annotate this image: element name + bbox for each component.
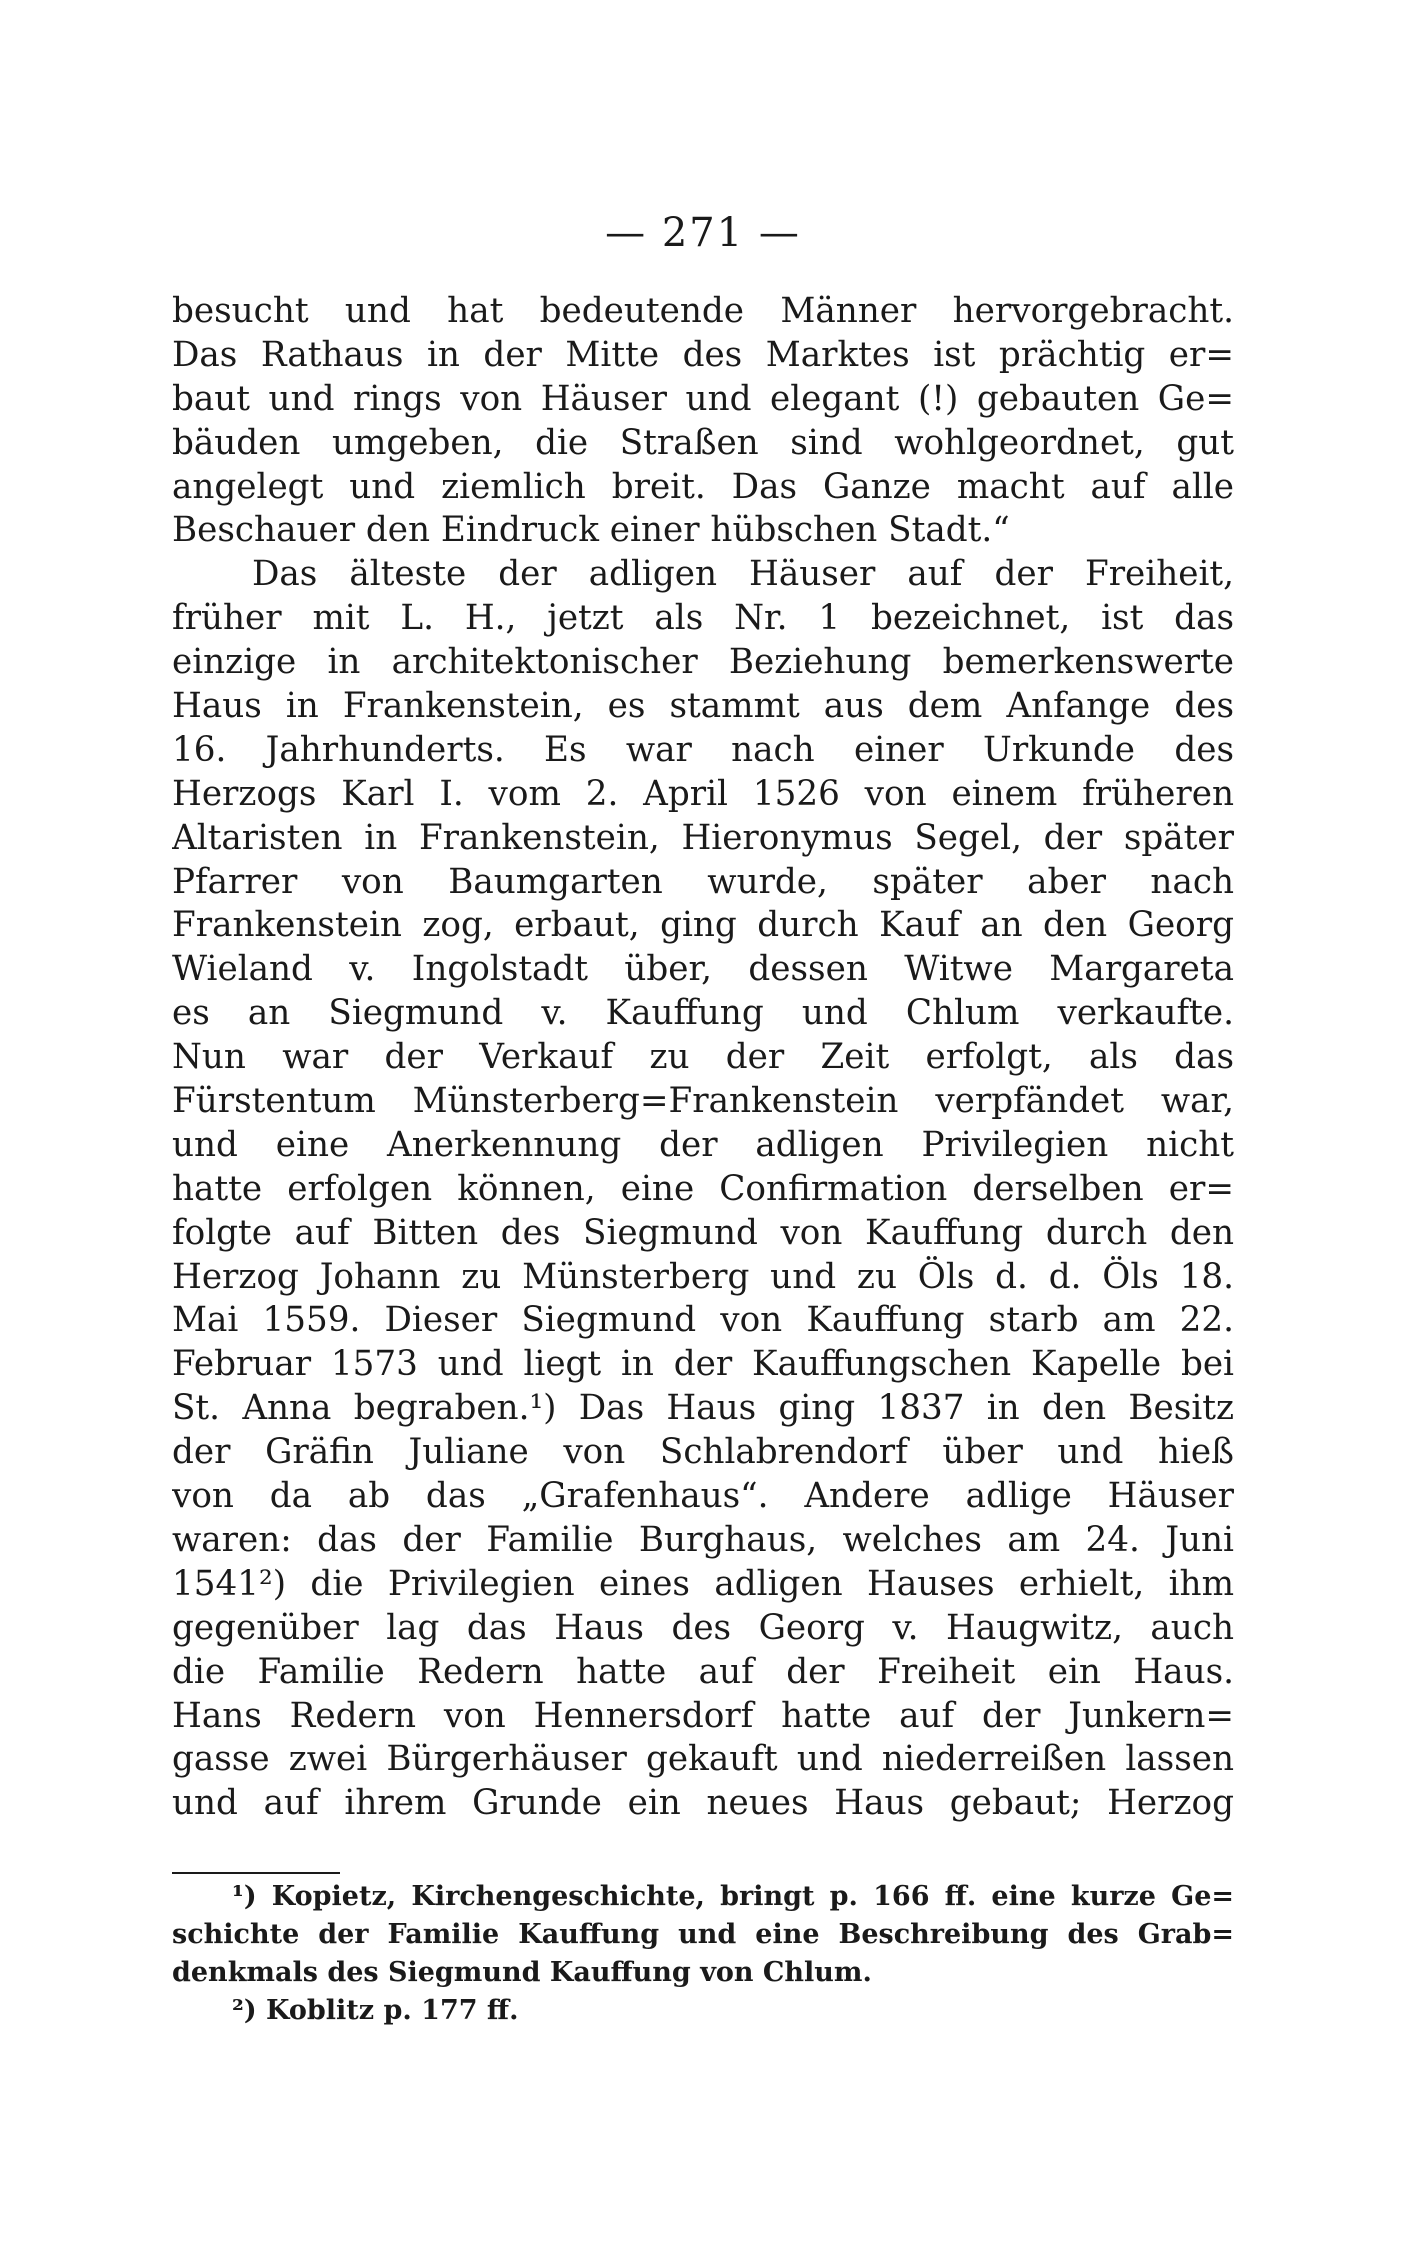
text-line: die Familie Redern hatte auf der Freiheit ein Haus. — [172, 1651, 1234, 1692]
text-line: Haus in Frankenstein, es stammt aus dem Anfange des — [172, 686, 1234, 727]
text-line: Das Rathaus in der Mitte des Marktes ist prächtig er= — [172, 334, 1234, 375]
text-line: 16. Jahrhunderts. Es war nach einer Urkunde des — [172, 729, 1234, 770]
text-line: Das älteste der adligen Häuser auf der Freiheit, — [252, 554, 1234, 595]
text-line: angelegt und ziemlich breit. Das Ganze macht auf alle — [172, 466, 1234, 507]
text-line: Herzog Johann zu Münsterberg und zu Öls d. d. Öls 18. — [172, 1256, 1234, 1297]
text-line: baut und rings von Häuser und elegant (!) gebauten Ge= — [172, 378, 1234, 419]
text-line: Februar 1573 und liegt in der Kauffungschen Kapelle bei — [172, 1344, 1234, 1385]
text-line: hatte erfolgen können, eine Confirmation derselben er= — [172, 1168, 1234, 1209]
text-line: der Gräfin Juliane von Schlabrendorf über und hieß — [172, 1432, 1234, 1473]
text-line: Wieland v. Ingolstadt über, dessen Witwe Margareta — [172, 949, 1234, 990]
text-line: Altaristen in Frankenstein, Hieronymus Segel, der später — [172, 817, 1234, 858]
text-line: Pfarrer von Baumgarten wurde, später aber nach — [172, 861, 1234, 902]
text-line: waren: das der Familie Burghaus, welches am 24. Juni — [172, 1519, 1234, 1560]
footnote-line: schichte der Familie Kauffung und eine Beschreibung des Grab= — [172, 1919, 1234, 1950]
text-line: Beschauer den Eindruck einer hübschen Stadt.“ — [172, 510, 1010, 551]
footnote-line: denkmals des Siegmund Kauffung von Chlum. — [172, 1957, 872, 1988]
text-line: von da ab das „Grafenhaus“. Andere adlige Häuser — [172, 1476, 1234, 1517]
text-line: es an Siegmund v. Kauffung und Chlum verkaufte. — [172, 993, 1234, 1034]
text-line: Herzogs Karl I. vom 2. April 1526 von einem früheren — [172, 773, 1234, 814]
text-line: folgte auf Bitten des Siegmund von Kauffung durch den — [172, 1212, 1234, 1253]
text-line: St. Anna begraben.¹) Das Haus ging 1837 in den Besitz — [172, 1388, 1234, 1429]
text-line: früher mit L. H., jetzt als Nr. 1 bezeichnet, ist das — [172, 598, 1234, 639]
text-line: einzige in architektonischer Beziehung bemerkenswerte — [172, 642, 1234, 683]
text-line: besucht und hat bedeutende Männer hervorgebracht. — [172, 291, 1234, 331]
text-line: gasse zwei Bürgerhäuser gekauft und niederreißen lassen — [172, 1739, 1234, 1780]
text-line: und auf ihrem Grunde ein neues Haus gebaut; Herzog — [172, 1783, 1234, 1824]
text-line: und eine Anerkennung der adligen Privilegien nicht — [172, 1124, 1234, 1165]
footnote-divider — [172, 1872, 340, 1874]
text-line: bäuden umgeben, die Straßen sind wohlgeordnet, gut — [172, 422, 1234, 463]
text-line: Hans Redern von Hennersdorf hatte auf der Junkern= — [172, 1695, 1234, 1736]
text-line: Nun war der Verkauf zu der Zeit erfolgt, als das — [172, 1037, 1234, 1078]
footnote-line: ¹) Kopietz, Kirchengeschichte, bringt p. 166 ff. eine kurze Ge= — [232, 1881, 1234, 1912]
text-line: 1541²) die Privilegien eines adligen Hauses erhielt, ihm — [172, 1563, 1234, 1604]
text-line: Fürstentum Münsterberg=Frankenstein verpfändet war, — [172, 1081, 1234, 1122]
text-line: gegenüber lag das Haus des Georg v. Haugwitz, auch — [172, 1607, 1234, 1648]
text-line: Frankenstein zog, erbaut, ging durch Kauf an den Georg — [172, 905, 1234, 946]
body-text — [172, 290, 1234, 1826]
page-number: — 271 — — [605, 210, 801, 256]
text-line: Mai 1559. Dieser Siegmund von Kauffung starb am 22. — [172, 1300, 1234, 1341]
footnote-line: ²) Koblitz p. 177 ff. — [232, 1995, 519, 2026]
footnotes — [172, 1878, 1234, 2030]
